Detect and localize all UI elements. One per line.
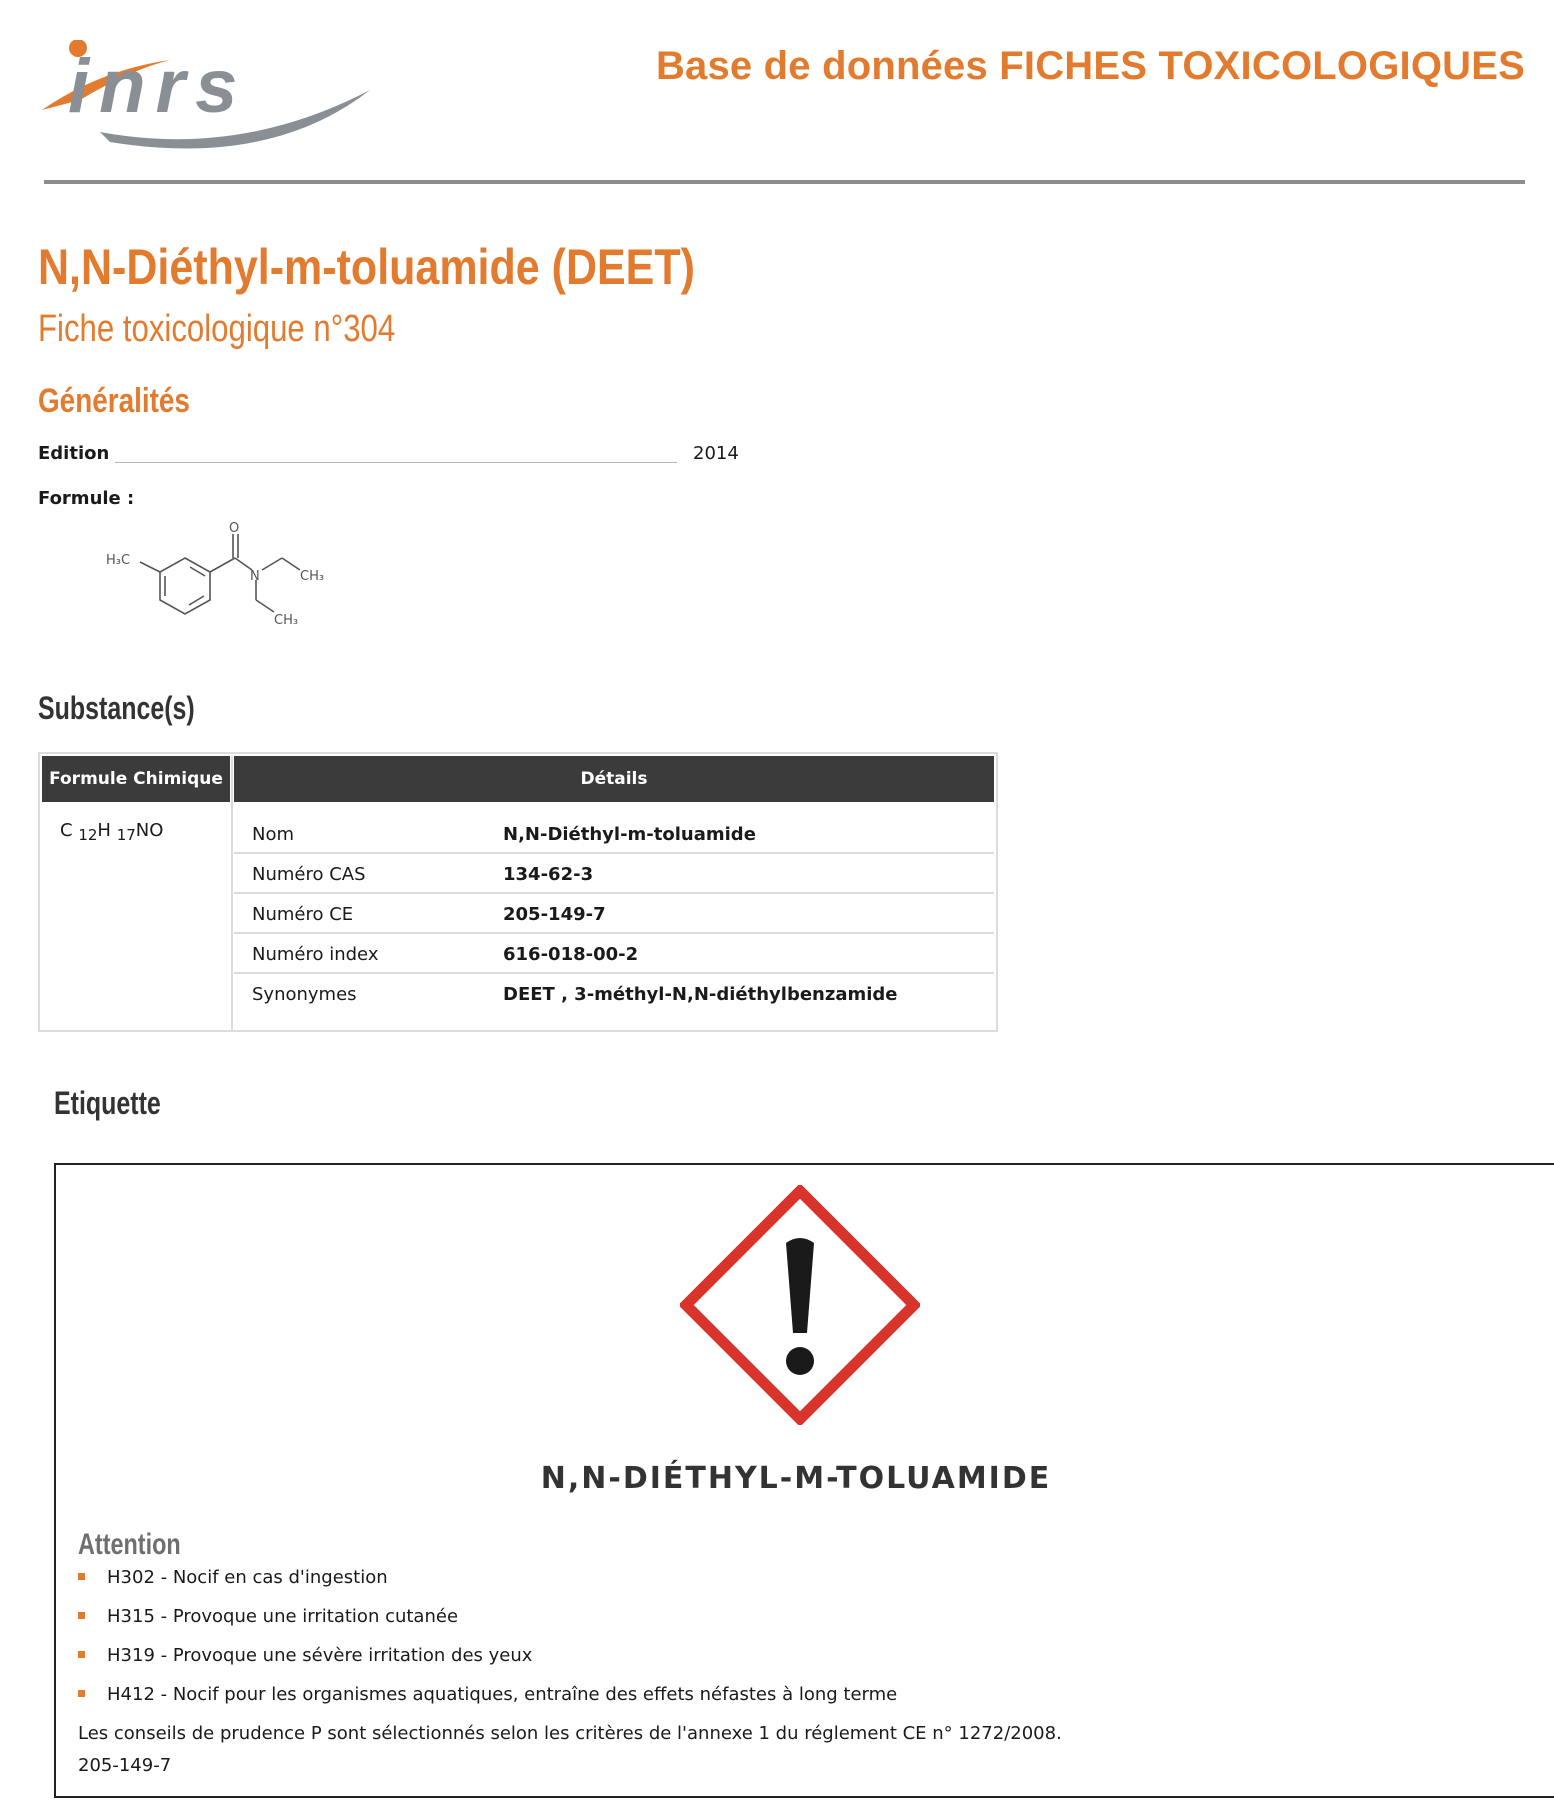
prudence-note: Les conseils de prudence P sont sélectionnés selon les critères de l'annexe 1 du réglement CE n° 1272/2008. xyxy=(78,1723,1062,1744)
structure-ethyl-upper: CH₃ xyxy=(300,569,325,584)
formula-rest: NO xyxy=(135,820,164,841)
label-substance-name: N,N-DIÉTHYL-M-TOLUAMIDE xyxy=(540,1461,1052,1496)
column-header-formule: Formule Chimique xyxy=(42,756,230,802)
label-ce-number: 205-149-7 xyxy=(78,1755,172,1776)
hazard-statement xyxy=(78,1606,458,1627)
formula-h-count: 17 xyxy=(116,826,136,844)
column-header-details: Détails xyxy=(234,756,994,802)
structural-formula xyxy=(100,520,360,650)
fiche-subtitle: Fiche toxicologique n°304 xyxy=(38,308,396,350)
chemical-formula xyxy=(60,820,163,844)
generalites-heading: Généralités xyxy=(38,382,190,420)
detail-key: Numéro CAS xyxy=(252,864,366,885)
bullet-icon xyxy=(78,1573,85,1580)
bullet-icon xyxy=(78,1690,85,1697)
edition-label: Edition xyxy=(38,443,110,464)
hazard-text: H412 - Nocif pour les organismes aquatiques, entraîne des effets néfastes à long terme xyxy=(107,1684,898,1705)
hazard-text: H319 - Provoque une sévère irritation des yeux xyxy=(107,1645,533,1666)
column-divider xyxy=(231,756,233,1030)
formula-c-count: 12 xyxy=(78,826,98,844)
detail-key: Synonymes xyxy=(252,984,357,1005)
detail-row-synonymes xyxy=(234,976,994,1014)
hazard-text: H302 - Nocif en cas d'ingestion xyxy=(107,1567,388,1588)
database-title: Base de données FICHES TOXICOLOGIQUES xyxy=(655,44,1525,88)
substance-table xyxy=(38,752,998,1032)
hazard-statement xyxy=(78,1567,388,1588)
detail-value: 616-018-00-2 xyxy=(503,944,639,965)
hazard-label-box xyxy=(54,1163,1554,1798)
edition-leader-line xyxy=(115,462,677,463)
exclamation-mark-hazard-icon xyxy=(680,1185,920,1425)
detail-value: N,N-Diéthyl-m-toluamide xyxy=(503,824,756,845)
detail-key: Numéro CE xyxy=(252,904,354,925)
header-divider xyxy=(44,180,1525,184)
detail-row-nom xyxy=(234,816,994,854)
hazard-statement xyxy=(78,1684,897,1705)
structure-nitrogen: N xyxy=(250,569,260,584)
substance-title: N,N-Diéthyl-m-toluamide (DEET) xyxy=(38,239,695,295)
etiquette-heading: Etiquette xyxy=(54,1085,161,1121)
detail-key: Numéro index xyxy=(252,944,379,965)
logo-text: inrs xyxy=(68,44,248,129)
structure-oxygen: O xyxy=(229,521,240,536)
structure-methyl: H₃C xyxy=(106,553,131,568)
formula-h: H xyxy=(97,820,111,841)
formule-label: Formule : xyxy=(38,488,135,509)
hazard-text: H315 - Provoque une irritation cutanée xyxy=(107,1606,459,1627)
inrs-logo xyxy=(40,40,380,170)
hazard-statement xyxy=(78,1645,532,1666)
detail-key: Nom xyxy=(252,824,295,845)
edition-value: 2014 xyxy=(693,443,739,464)
structure-ethyl-lower: CH₃ xyxy=(274,613,299,628)
bullet-icon xyxy=(78,1612,85,1619)
detail-value: 205-149-7 xyxy=(503,904,606,925)
substances-heading: Substance(s) xyxy=(38,690,195,726)
detail-row-cas xyxy=(234,856,994,894)
detail-row-index xyxy=(234,936,994,974)
detail-value: 134-62-3 xyxy=(503,864,594,885)
detail-row-ce xyxy=(234,896,994,934)
formula-c: C xyxy=(60,820,73,841)
signal-word: Attention xyxy=(78,1528,181,1561)
detail-value: DEET , 3-méthyl-N,N-diéthylbenzamide xyxy=(503,984,898,1005)
bullet-icon xyxy=(78,1651,85,1658)
